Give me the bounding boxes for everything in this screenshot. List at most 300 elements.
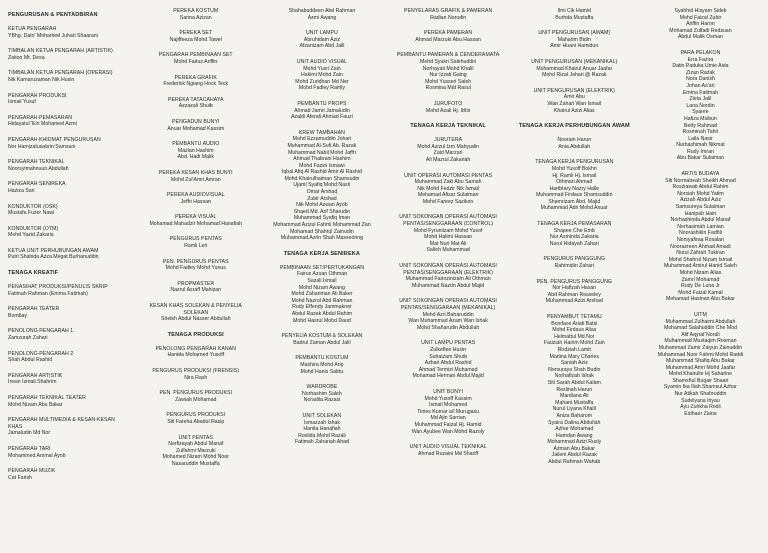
credit-name: Nur Izzati Gaing [429, 72, 467, 79]
credit-name: Mohd Hanis Sabtu [300, 368, 344, 375]
credit-name: Azmi Awang [307, 14, 337, 21]
credit-name: Mohammed Ammal Ayob [8, 452, 66, 459]
credit-name: Muhammad Zamir Zaiyun Zainuddin [658, 344, 743, 351]
credit-block [260, 333, 383, 346]
credit-role: TIMBALAN KETUA PENGARAH (OPERASI) [8, 70, 113, 77]
credits-column-6 [639, 8, 762, 549]
credit-role: UNIT PENGURUSAN (AWAM) [538, 30, 611, 37]
credit-name: Mohd Nizam Alias [679, 269, 722, 276]
credit-name: Othman Ahmad [556, 179, 593, 186]
credit-name: Shamrizam Abd. Majid [548, 198, 601, 205]
credit-name: Ismail Mohamed [429, 402, 468, 409]
credit-name: Abdul Malik Osman [677, 34, 723, 41]
credit-name: Anuar Mohamad Kassim [167, 125, 225, 132]
credit-name: Norsiah Mohd Yatim [677, 190, 724, 197]
credit-block [134, 412, 257, 425]
credit-name: Rudy Effendy Jammaknor [292, 304, 352, 311]
credit-name: Muhammad Zaki Abu Samah [414, 179, 482, 186]
credit-block [8, 248, 131, 261]
credit-name: Ismazzah Ishak [303, 419, 340, 426]
credit-role: PEREKA TATACAHAYA [167, 96, 224, 103]
credit-block [134, 192, 257, 205]
credit-role: PENGURUS PANGGUNG [543, 256, 606, 263]
credit-name: Zulfahmi Marzuki [176, 447, 216, 454]
credit-role: PENGARAH KHIDMAT PENGURUSAN [8, 136, 101, 143]
credit-role: PENTAS/SENGGARAAN (MEKANIKAL) [400, 305, 496, 311]
credit-name: Siti Normabeah Sheikh Ahmad [665, 177, 736, 184]
credit-block [513, 137, 636, 150]
credit-block [387, 444, 510, 457]
credit-name: Siti Fareha Abadul Rasip [167, 418, 225, 425]
credit-role: PENOLONG PENGARAH KANAN [155, 345, 236, 352]
credit-block [260, 59, 383, 92]
credit-name: Mohamad Herman Abdul Majid [412, 373, 484, 380]
credit-name: Nik Mohd Fedzir Nik Ismail [417, 185, 479, 192]
credit-role: PENYELARAS GRAFIK & PAMERAN [403, 8, 493, 14]
credit-role: UITM [694, 311, 707, 318]
credit-name: Norhashim Saleh [302, 390, 342, 397]
credit-name: Esthaer Zaino [684, 410, 717, 417]
credit-block [513, 30, 636, 50]
credit-block [387, 137, 510, 163]
credit-name: Mohd Shahrul Nizam Ismail [668, 256, 733, 263]
credit-name: Hanita Hanafiah [303, 426, 341, 433]
credit-block [387, 389, 510, 435]
credit-role: UNIT SOKONGAN OPERASI AUTOMASI [399, 214, 497, 221]
credit-name: Zieta Jalil [689, 96, 712, 103]
credit-name: Rahimidin Zahari [554, 263, 594, 270]
credit-name: Ahmad Termizi Muhamad [418, 366, 478, 373]
credit-block [8, 306, 131, 319]
credit-name: Noorsyimahnuun Abdullah [8, 165, 69, 172]
credit-block [8, 70, 131, 83]
credit-role: PROPMASTER [177, 280, 215, 287]
credit-name: Muhammad Nabil Mohd Jaffri [288, 149, 356, 156]
credit-block [134, 170, 257, 183]
credit-role: KREW TAMBAHAN [298, 129, 345, 136]
credit-block [387, 8, 510, 21]
credit-role: UNIT PENGURUSAN (ELEKTRIK) [533, 87, 615, 94]
credit-name: Fauziah Hairim Mohd Zain [543, 340, 605, 347]
credit-role: UNIT BUNYI [433, 388, 463, 395]
credit-role: WARDROBE [306, 384, 338, 391]
credit-name: Mohd Rizal Johari @ Razak [542, 72, 607, 79]
credit-block [8, 446, 131, 459]
credit-name: Ujaml Syafiq Mohd Nasri [293, 182, 351, 189]
credit-name: Mahani Mustaffa [555, 399, 594, 406]
credit-block [513, 256, 636, 269]
credits-column-5 [513, 8, 636, 549]
credit-name: Nor Hamizatusabrin Samsuni [8, 143, 76, 150]
credit-name: Fairus Azuan Othman [296, 271, 348, 278]
credit-block [387, 30, 510, 43]
credit-name: Noorashikin Fadhli [678, 230, 722, 237]
credit-name: Mohd Azri Baharuddin [422, 311, 474, 318]
credit-name: Badrul Zaman Abdul Jalil [293, 339, 351, 346]
credit-name: Mohd Firdaus Alias [552, 327, 597, 334]
credit-role: PEREKA VISUAL [175, 214, 217, 221]
credit-name: Mohd Fyruniizam Mohd Yusof [413, 227, 483, 234]
credits-column-1 [8, 8, 131, 549]
credit-name: Mohd Zahariman Ali Baker [291, 291, 353, 298]
credit-block [260, 265, 383, 324]
credit-name: Afzanizam Abd Jalil [299, 43, 345, 50]
credit-name: Rosziawati Abdul Rahim [672, 184, 729, 191]
credit-role: PEMBANTU KOSTUM [295, 355, 349, 362]
credit-role: UNIT AUDIO VISUAL TEKNIKAL [409, 444, 487, 451]
credit-name: Muhammad Syafiq Iman [293, 215, 351, 222]
credit-role: TENAGA KERJA PEMASARAN [537, 221, 612, 228]
credit-name: Hidayatul 'Ein Mohamed Azmi [8, 121, 77, 128]
credit-name: Mohd Shaharudin Abdullah [416, 324, 480, 331]
credit-block [387, 298, 510, 331]
credit-name: Hafiza Misbun [684, 115, 717, 122]
credit-name: Ismail Yusuf [8, 99, 36, 106]
credit-name: Shaed Md. Arif Sharudin [293, 208, 351, 215]
credit-role: PENYELIA KOSTUM & SOLEKAN [281, 333, 363, 340]
credit-role: PENGARAH SENIREKA [8, 181, 66, 188]
credit-role: TIMBALAN KETUA PENGARAH (ARTISTIK) [8, 48, 113, 55]
credit-name: Nurul Hidayah Zahari [549, 240, 599, 247]
credit-name: Mardiana Ali [560, 393, 589, 400]
section-heading: TENAGA PRODUKSI [167, 331, 224, 338]
credit-name: Wan Zahari Wan Ismail [547, 100, 602, 107]
credit-block [8, 48, 131, 61]
credit-name: Irwan Ismail Shahrim [8, 379, 57, 386]
credit-name: Helmattul Md Nor [554, 333, 595, 340]
credit-name: Ahmad Ruzaini Md Shariff [418, 450, 479, 457]
credit-name: Mohd Yusseri Saleh [425, 78, 472, 85]
credit-name: Mohd Fadley Mohd Yunus [165, 265, 226, 272]
credit-name: Roslida Mohd Razali [298, 432, 346, 439]
credit-name: Azizah Abdul Aziz [679, 197, 721, 204]
credit-name: Najiffeeza Mohd Tawel [169, 36, 222, 43]
credit-name: Zizan Razak [686, 69, 715, 76]
credit-name: Hartbtary Nazry Halle [549, 185, 600, 192]
credit-name: Mohd Zul'Amri Amran [170, 176, 221, 183]
credit-role: PENTAS/SENGGARAAN (ELEKTRIK) [403, 269, 493, 276]
credit-name: Cat Farish [8, 474, 32, 481]
credit-role: KONDUKTOR (OTM) [8, 225, 59, 232]
credit-name: Mohd Hasrul Mohd Daud [293, 317, 351, 324]
credit-name: Mohd Nazrul Abd Rahman [291, 297, 353, 304]
credit-name: Muhammad Faizal Hj. Hamid [414, 421, 482, 428]
credit-name: Ali Mazrul Zakariah [425, 156, 471, 163]
credit-name: Muhammad Amirul Hanid Saleh [663, 263, 737, 270]
credit-block [260, 30, 383, 50]
credit-role: PENGADUN BUNYI [172, 118, 220, 125]
credit-role: KETUA PENGARAH [8, 26, 57, 32]
credit-name: Amir Huani Hamidun [550, 43, 599, 50]
credit-role: PENGURUS PRODUKSI [166, 412, 226, 419]
credit-name: Mohd Azizul Izm Mahyudin [417, 143, 479, 150]
credit-block [513, 314, 636, 466]
credit-name: Johan As'ari [686, 82, 715, 89]
credit-name: Nik Mohd Azwan Ayob [296, 202, 348, 209]
credit-role: PENGARAH MULTIMEDIA & KESAN-KESAN [8, 417, 115, 424]
credit-name: Samsureya Sulaiman [675, 204, 726, 211]
credit-role: PEN. PENGURUS PANGGUNG [536, 278, 612, 285]
section-heading: PENGURUSAN & PENTADBIRAN [8, 12, 98, 18]
credit-role: UNIT SOLEKAN [302, 412, 342, 419]
credit-block [134, 97, 257, 110]
credit-name: Muhammad Firdaus Shamsuddin [536, 192, 613, 199]
credit-name: Nor Hafizah Hasan [552, 285, 597, 292]
credit-block [639, 171, 762, 303]
credit-name: Mohd Halimi Hassan [424, 234, 473, 241]
credit-name: Aniza Baharom [556, 412, 592, 419]
credit-block [134, 368, 257, 381]
credit-name: Norfizayah Abdul Manaf [168, 441, 224, 448]
credit-role: PENGARAH PEMASARAN [8, 114, 73, 121]
credit-name: Zaid Marzan [433, 150, 463, 157]
credit-name: Burhda Mustaffa [555, 14, 594, 21]
credit-name: Mohd Yusoff Bokhri [551, 165, 597, 172]
credit-role: PENGARAH TEKNIKAL TEATER [8, 395, 86, 401]
credit-name: Ayu Zurikha Rosli [680, 404, 721, 411]
credit-role: PEREKA SET [179, 30, 213, 37]
credit-name: Fatimah Rahman (Emma Fatimah) [8, 290, 88, 297]
credit-name: Maharim Bidin [557, 36, 591, 43]
credit-name: Mustafa Fuzer Nawi [8, 210, 55, 217]
credit-name: Abdul Rahman Wahab [548, 459, 601, 466]
credit-name: Jaileni Abdul Razak [551, 452, 597, 459]
credit-name: Wan Muhammad Azam Wan Ishak [408, 318, 488, 325]
credit-block [8, 417, 131, 437]
credit-name: Abu Bakar Sulaiman [676, 155, 725, 162]
credit-name: Mohamad Mahadzir Mohamad Hanafiah [149, 220, 243, 227]
credit-name: Mohd Ezzamuddin Johari [292, 136, 352, 143]
credit-name: Mohd Faizal Kamal [678, 289, 723, 296]
credit-block [8, 373, 131, 386]
credit-name: Norhashinda Abdul Manaf [670, 217, 731, 224]
credit-block [639, 8, 762, 41]
credit-name: Betty Rahmad [684, 122, 717, 129]
credit-block [134, 30, 257, 43]
credit-name: Tinies Kumar a/l Murugasu [417, 408, 479, 415]
section-heading: TENAGA KREATIF [8, 270, 59, 277]
credit-name: Mohd Fareez Sazikon [422, 198, 474, 205]
credit-name: Hanida Mohamed Yusoff [167, 352, 225, 359]
credit-name: Sheikh Abdul Nasser Abdullah [161, 316, 231, 323]
section-heading: TENAGA KERJA SENIREKA [283, 250, 361, 257]
credit-name: Norhafizah Ishak [554, 373, 594, 380]
credit-name: Muhammad Al-Sufi Ab. Razak [287, 142, 357, 149]
credit-block [8, 159, 131, 172]
credit-name: Ahmad Marzuki Abu Hassan [415, 36, 481, 43]
credit-name: Nik Kamaruzaman Nik Husin [8, 76, 75, 83]
credit-name: Datin Paduka Umie Aida [672, 63, 729, 70]
credit-role: JURUFOTO [433, 100, 463, 107]
credit-block [387, 173, 510, 206]
credits-column-3 [260, 8, 383, 549]
credit-name: Omar Arshad [306, 189, 338, 196]
credit-name: Putri Shahida Azza Megat Burhanuddin [8, 254, 99, 261]
credit-name: Rudy Imran [687, 148, 714, 155]
credit-name: Hakimi Mohd Zain [301, 72, 343, 79]
credit-block [134, 236, 257, 249]
credit-name: Nur Atikah Shahruddin [674, 391, 727, 398]
credit-role: PENGARAH TEATER [8, 306, 60, 313]
credit-block [513, 221, 636, 247]
credit-name: Rosmina Mat Rasul [425, 85, 471, 92]
credit-name: Mohd Fadley Ramly [298, 85, 345, 92]
credit-block [134, 346, 257, 359]
credit-name: Mashira Mohd Arip [300, 361, 344, 368]
credit-role: PEMBANTU PROPS [297, 100, 347, 107]
credit-name: Nasaruddin Mustaffa [171, 460, 220, 467]
credit-name: YBhg. Dato' Mohamed Juhari Shaarani [8, 32, 98, 39]
credit-role: UNIT PENGURUSAN (MEKANIKAL) [531, 58, 618, 65]
credit-name: Zulkeflee Husin [430, 346, 466, 353]
credit-block [134, 8, 257, 21]
credit-block [513, 88, 636, 114]
credit-block [387, 340, 510, 380]
credit-block [8, 137, 131, 150]
credit-block [134, 390, 257, 403]
section-heading: TENAGA KERJA TEKNIKAL [410, 123, 486, 130]
credit-name: Khairul Azizi Alias [553, 107, 595, 114]
credit-block [8, 328, 131, 341]
credit-name: Md Ajin Sarnan [430, 415, 466, 422]
credit-name: Mohd Faizal Zubir [679, 14, 722, 21]
credit-block [387, 263, 510, 289]
credit-block [8, 395, 131, 408]
credit-role: KETUA UNIT PERHUBUNGAN AWAM [8, 247, 99, 254]
credit-name: Nazrul Asraff Mahizan [170, 287, 222, 294]
credit-block [134, 214, 257, 227]
credit-block [8, 181, 131, 194]
credit-name: Mohammad Azizul Fahmi Mohammad Zan [273, 222, 371, 229]
credit-name: Syahhid Hisyam Sidek [674, 8, 727, 14]
credit-name: Muhammad Khairul Anuar Jaafar [536, 65, 613, 72]
credit-block [8, 115, 131, 128]
credit-name: Sudelyana Iriyau [681, 397, 720, 404]
credit-name: Syaree [692, 109, 709, 116]
credit-name: Azhar Mohamad [555, 426, 594, 433]
credit-block [260, 8, 383, 21]
credit-name: Jamaludin Md Nor [8, 430, 51, 437]
credit-block [8, 93, 131, 106]
credit-name: Shah Abdul Rashid [8, 357, 53, 364]
credit-name: Noorazreen Ahmad Amadi [670, 243, 731, 250]
credit-name: Abd. Hadi Malik [177, 154, 214, 161]
credit-name: Abdul Razak Abdul Rahim [291, 310, 353, 317]
credit-name: Frederick Ngiang Hock Teck [163, 81, 229, 88]
credit-role: PEREKA GRAFIK [174, 74, 217, 81]
credit-name: Ramli Leri [184, 243, 208, 250]
credit-name: Mohamed Nizam Mohd Noor [162, 454, 229, 461]
credit-name: Shapee Che Emb [553, 227, 595, 234]
credit-name: Ahmad Thabrani Hashim [293, 156, 351, 163]
credit-block [513, 279, 636, 305]
credit-role: PARA PELAKON [680, 49, 721, 56]
credit-role: PEMBANTU AUDIO [172, 141, 220, 148]
credit-name: Mohd Nizam Abu Bakar [8, 401, 63, 408]
credit-name: Shahabuddeen Abd Rahman [288, 8, 356, 14]
credit-name: Mohamad Salahuddin Che Mod [663, 325, 737, 332]
credit-role: UNIT AUDIO VISUAL [296, 58, 348, 65]
credit-block [134, 52, 257, 65]
credit-role: KESAN KHAS SOLEKAN & PENYELIA [149, 303, 242, 310]
credit-name: Hanipah Hairi [684, 210, 717, 217]
credit-block [260, 101, 383, 121]
credit-block [387, 214, 510, 254]
credit-name: Azhari Abdul Rashid [424, 360, 472, 367]
credit-name: Nurhashimah Nikmat [676, 142, 725, 149]
credit-block [134, 303, 257, 323]
credit-role: PEMBANTU PAMERAN & CENDERAMATA [396, 52, 500, 59]
credit-block [8, 204, 131, 217]
credit-name: Rodziah Lamit [557, 346, 591, 353]
credit-name: Zawiah Mohamad [175, 396, 217, 403]
credit-name: Saniah Aziz [560, 360, 588, 367]
credit-name: Muhammad Azrin Shah Masseoring [280, 235, 364, 242]
credit-block [639, 312, 762, 418]
credit-name: Emma Fatimah [682, 89, 719, 96]
credit-name: Salleh Muhammad [426, 247, 470, 254]
credit-name: Mohamad Afizar Sulaiman [417, 192, 479, 199]
credit-name: Laila Nasir [688, 135, 713, 142]
credit-name: Azzazali Shuib [178, 103, 213, 110]
credit-name: Azaldi Afendi Ahmad Fauzi [291, 114, 353, 121]
credit-name: Zubir Arshad [307, 195, 337, 202]
credit-name: Muhammad Mustaqim Rosman [664, 338, 737, 345]
credit-name: Noradila Razasi [303, 397, 341, 404]
credit-role: PEREKA KESAN KHAS BUNYI [158, 169, 233, 176]
credits-column-4 [387, 8, 510, 549]
credit-block [8, 284, 131, 297]
credit-name: Alif Aqyraf Norali [681, 331, 720, 338]
credit-name: Roslinah Harun [556, 386, 593, 393]
credit-role: PENGARAH PRODUKSI [8, 92, 67, 99]
credit-name: Mohd Khairulle Hj Saharine [668, 371, 733, 378]
credit-block [513, 159, 636, 212]
credit-role: UNIT SOKONGAN OPERASI AUTOMASI [399, 263, 497, 270]
credit-role: PENGARAH TEKNIKAL [8, 159, 65, 166]
credit-name: Mohd Azali Hj. Idris [425, 107, 471, 114]
credit-name: Muhammad Shafiq Abu Bakar [665, 358, 735, 365]
credit-role: PENTAS/SENGGARAAN (CONTROL) [403, 221, 494, 228]
credit-name: Mohamad Zulfadi Redzuan [669, 27, 732, 34]
credit-name: Syaira Dalina Abdullah [548, 419, 601, 426]
credit-name: Nurul Liyana Khalil [552, 406, 596, 413]
credit-role: PENGARAH TARI [8, 445, 51, 452]
credit-role: UNIT LAMPU [306, 30, 338, 37]
credit-name: Ania Abdullah [558, 143, 591, 150]
credit-name: Iqbal Afiq Al Rashid Amir Al Rashid [281, 169, 362, 176]
credit-name: Mohd Fazwi Ismawi [299, 162, 345, 169]
credit-name: Hj. Ramli Hj. Ismail [552, 172, 597, 179]
credit-name: Mohd Zuridhan Md Nor [295, 78, 349, 85]
credit-name: Mohamad Hasinan Abu Bakar [665, 296, 735, 303]
credit-block [134, 75, 257, 88]
credit-name: Norsuraya Shah Budin [548, 366, 601, 373]
credit-name: Norhasimah Lamian [677, 223, 724, 230]
credit-name: Jeffri Hassan [180, 198, 211, 205]
credit-role: PENASIHAT PRODUKSI/PENULIS SKRIP [8, 284, 108, 291]
credit-role: KHAS [8, 423, 23, 430]
credit-name: Nora Danish [686, 76, 715, 83]
credit-name: Hamdan Awang [556, 432, 593, 439]
credit-name: Zamri Mohamad [681, 276, 720, 283]
credit-role: PEN. PENGURUS PENTAS [162, 258, 229, 265]
credit-role: KONDUKTOR (OSK) [8, 203, 58, 210]
credit-name: Amir Abu [563, 94, 585, 101]
credit-name: Mazlan Hashim [177, 147, 214, 154]
credit-name: Norsyafiraa Rosalan [676, 237, 724, 243]
credit-name: Ilmi Cik Hamid [557, 8, 591, 14]
